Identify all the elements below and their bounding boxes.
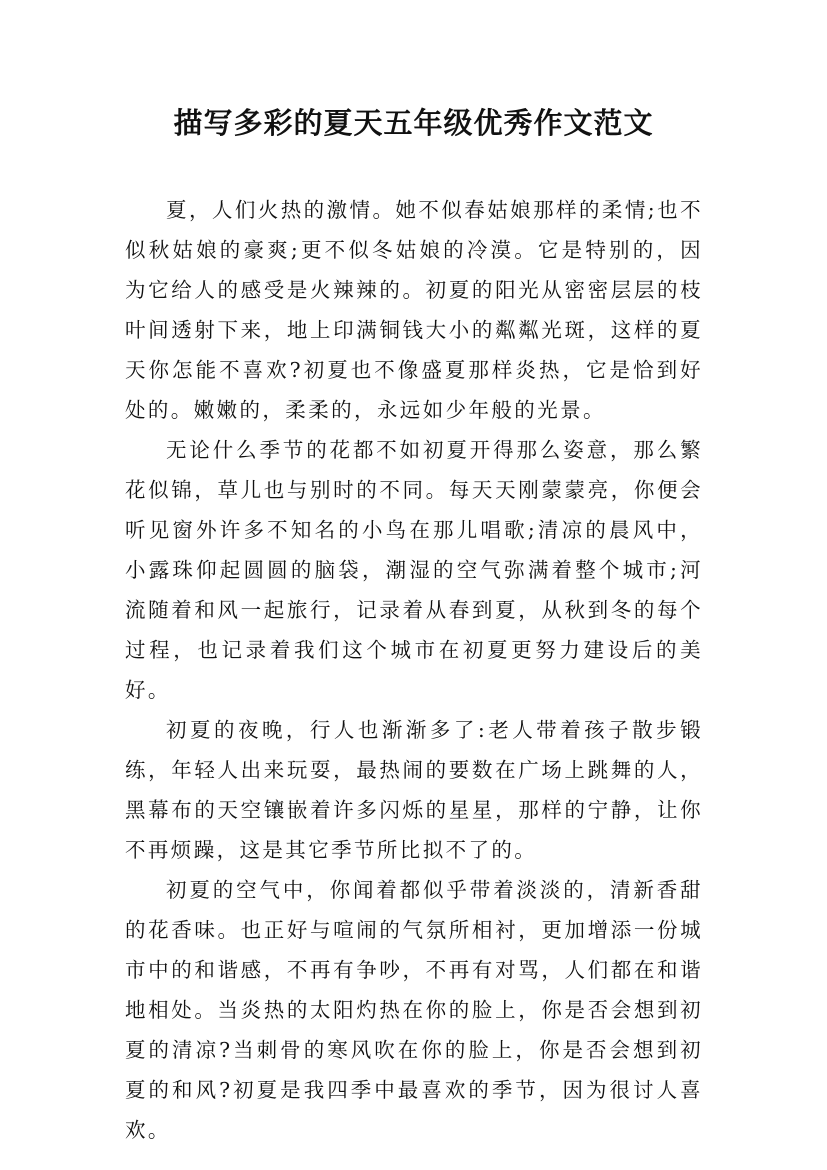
paragraph-4: 初夏的空气中，你闻着都似乎带着淡淡的，清新香甜的花香味。也正好与喧闹的气氛所相衬，更加增添一份城市中的和谐感，不再有争吵，不再有对骂，人们都在和谐地相处。当炎热的太阳灼热在你的脸上，你是否会想到初夏的清凉?当刺骨的寒风吹在你的脸上，你是否会想到初夏的和风?初夏是我四季中最喜欢的季节，因为很讨人喜欢。 xyxy=(125,878,703,1142)
paragraph-3: 初夏的夜晚，行人也渐渐多了:老人带着孩子散步锻练，年轻人出来玩耍，最热闹的要数在广场上跳舞的人，黑幕布的天空镶嵌着许多闪烁的星星，那样的宁静，让你不再烦躁，这是其它季节所比拟不了的。 xyxy=(125,718,703,862)
document-body xyxy=(125,190,703,1150)
document-title: 描写多彩的夏天五年级优秀作文范文 xyxy=(173,106,654,140)
paragraph-1: 夏，人们火热的激情。她不似春姑娘那样的柔情;也不似秋姑娘的豪爽;更不似冬姑娘的冷漠。它是特别的，因为它给人的感受是火辣辣的。初夏的阳光从密密层层的枝叶间透射下来，地上印满铜钱大小的粼粼光斑，这样的夏天你怎能不喜欢?初夏也不像盛夏那样炎热，它是恰到好处的。嫩嫩的，柔柔的，永远如少年般的光景。 xyxy=(125,198,703,422)
paragraph-2: 无论什么季节的花都不如初夏开得那么姿意，那么繁花似锦，草儿也与别时的不同。每天天刚蒙蒙亮，你便会听见窗外许多不知名的小鸟在那儿唱歌;清凉的晨风中，小露珠仰起圆圆的脑袋，潮湿的空气弥满着整个城市;河流随着和风一起旅行，记录着从春到夏，从秋到冬的每个过程，也记录着我们这个城市在初夏更努力建设后的美好。 xyxy=(125,438,703,702)
